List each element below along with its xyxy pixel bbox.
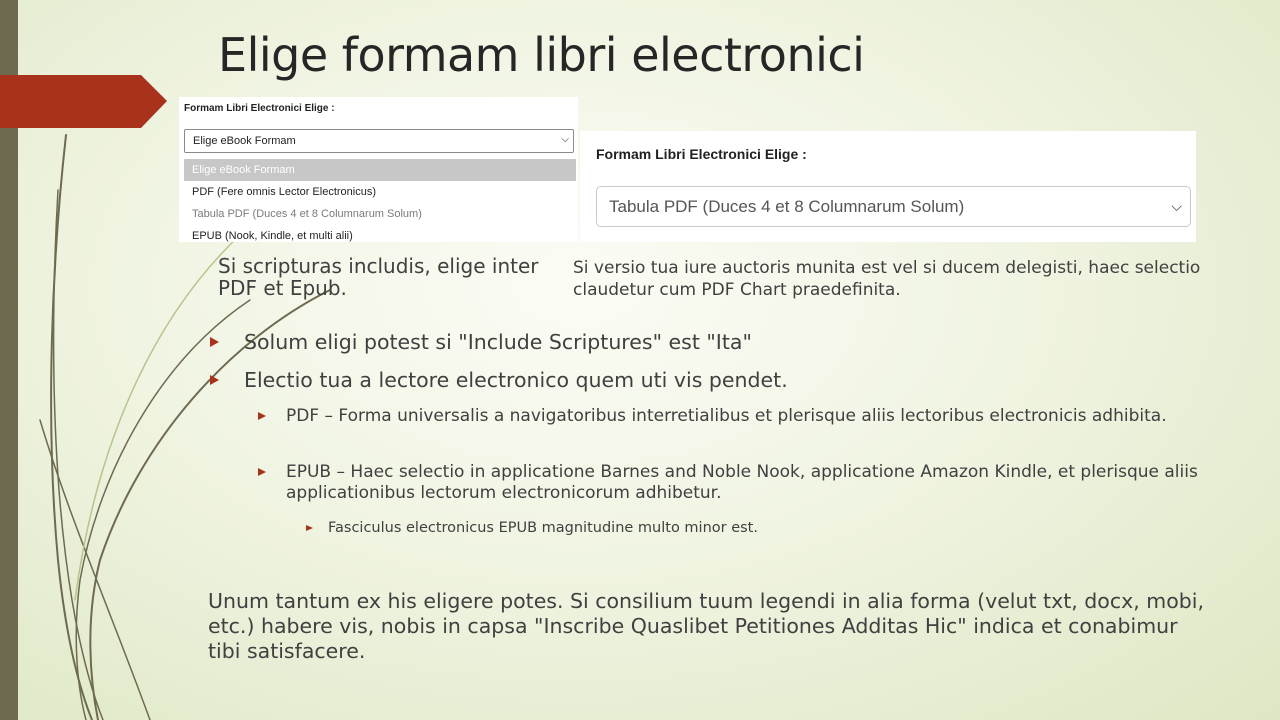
- bullet-2-1: PDF – Forma universalis a navigatoribus interretialibus et plerisque aliis lectoribus electronicis adhibita.: [286, 406, 1167, 426]
- option-epub[interactable]: EPUB (Nook, Kindle, et multi alii): [192, 230, 353, 242]
- footer-note: Unum tantum ex his eligere potes. Si consilium tuum legendi in alia forma (velut txt, docx, mobi, etc.) habere vis, nobis in capsa "Inscribe Quaslibet Petitiones Additas Hic" indica et conabimur tibi satisfacere.: [208, 589, 1205, 663]
- bullet-2-2-1: Fasciculus electronicus EPUB magnitudine multo minor est.: [328, 520, 758, 536]
- bullet-arrow-icon: [258, 468, 266, 476]
- chevron-down-icon: ⌵: [561, 134, 569, 145]
- select-value: Elige eBook Formam: [193, 135, 296, 147]
- title-accent-tab: [0, 75, 167, 128]
- select-value: Tabula PDF (Duces 4 et 8 Columnarum Solum): [609, 197, 965, 216]
- bullet-1: Solum eligi potest si "Include Scriptures" est "Ita": [244, 330, 752, 354]
- chevron-down-icon: ⌵: [1171, 198, 1182, 214]
- locked-select-screenshot: [580, 131, 1196, 242]
- option-choose[interactable]: Elige eBook Formam: [184, 159, 576, 181]
- dropdown-options: [184, 159, 576, 242]
- dropdown-open-screenshot: [179, 97, 578, 242]
- caption-left: Si scripturas includis, elige inter PDF et Epub.: [218, 254, 539, 300]
- bullet-arrow-icon: [210, 337, 219, 347]
- format-select[interactable]: [184, 129, 574, 153]
- format-select[interactable]: [596, 186, 1191, 227]
- format-label: Formam Libri Electronici Elige :: [596, 146, 807, 162]
- bullet-arrow-icon: [258, 412, 266, 420]
- bullet-arrow-icon: [306, 525, 313, 531]
- caption-right: Si versio tua iure auctoris munita est vel si ducem delegisti, haec selectio claudetur cum PDF Chart praedefinita.: [573, 258, 1201, 300]
- bullet-arrow-icon: [210, 375, 219, 385]
- format-label: Formam Libri Electronici Elige :: [184, 103, 335, 114]
- slide-title: Elige formam libri electronici: [218, 28, 865, 82]
- option-pdf[interactable]: PDF (Fere omnis Lector Electronicus): [192, 186, 376, 198]
- option-pdf-chart[interactable]: Tabula PDF (Duces 4 et 8 Columnarum Solum): [192, 208, 422, 220]
- bullet-2: Electio tua a lectore electronico quem uti vis pendet.: [244, 368, 788, 392]
- bullet-2-2: EPUB – Haec selectio in applicatione Barnes and Noble Nook, applicatione Amazon Kindle, et plerisque aliis applicationibus lectorum electronicorum adhibetur.: [286, 462, 1198, 503]
